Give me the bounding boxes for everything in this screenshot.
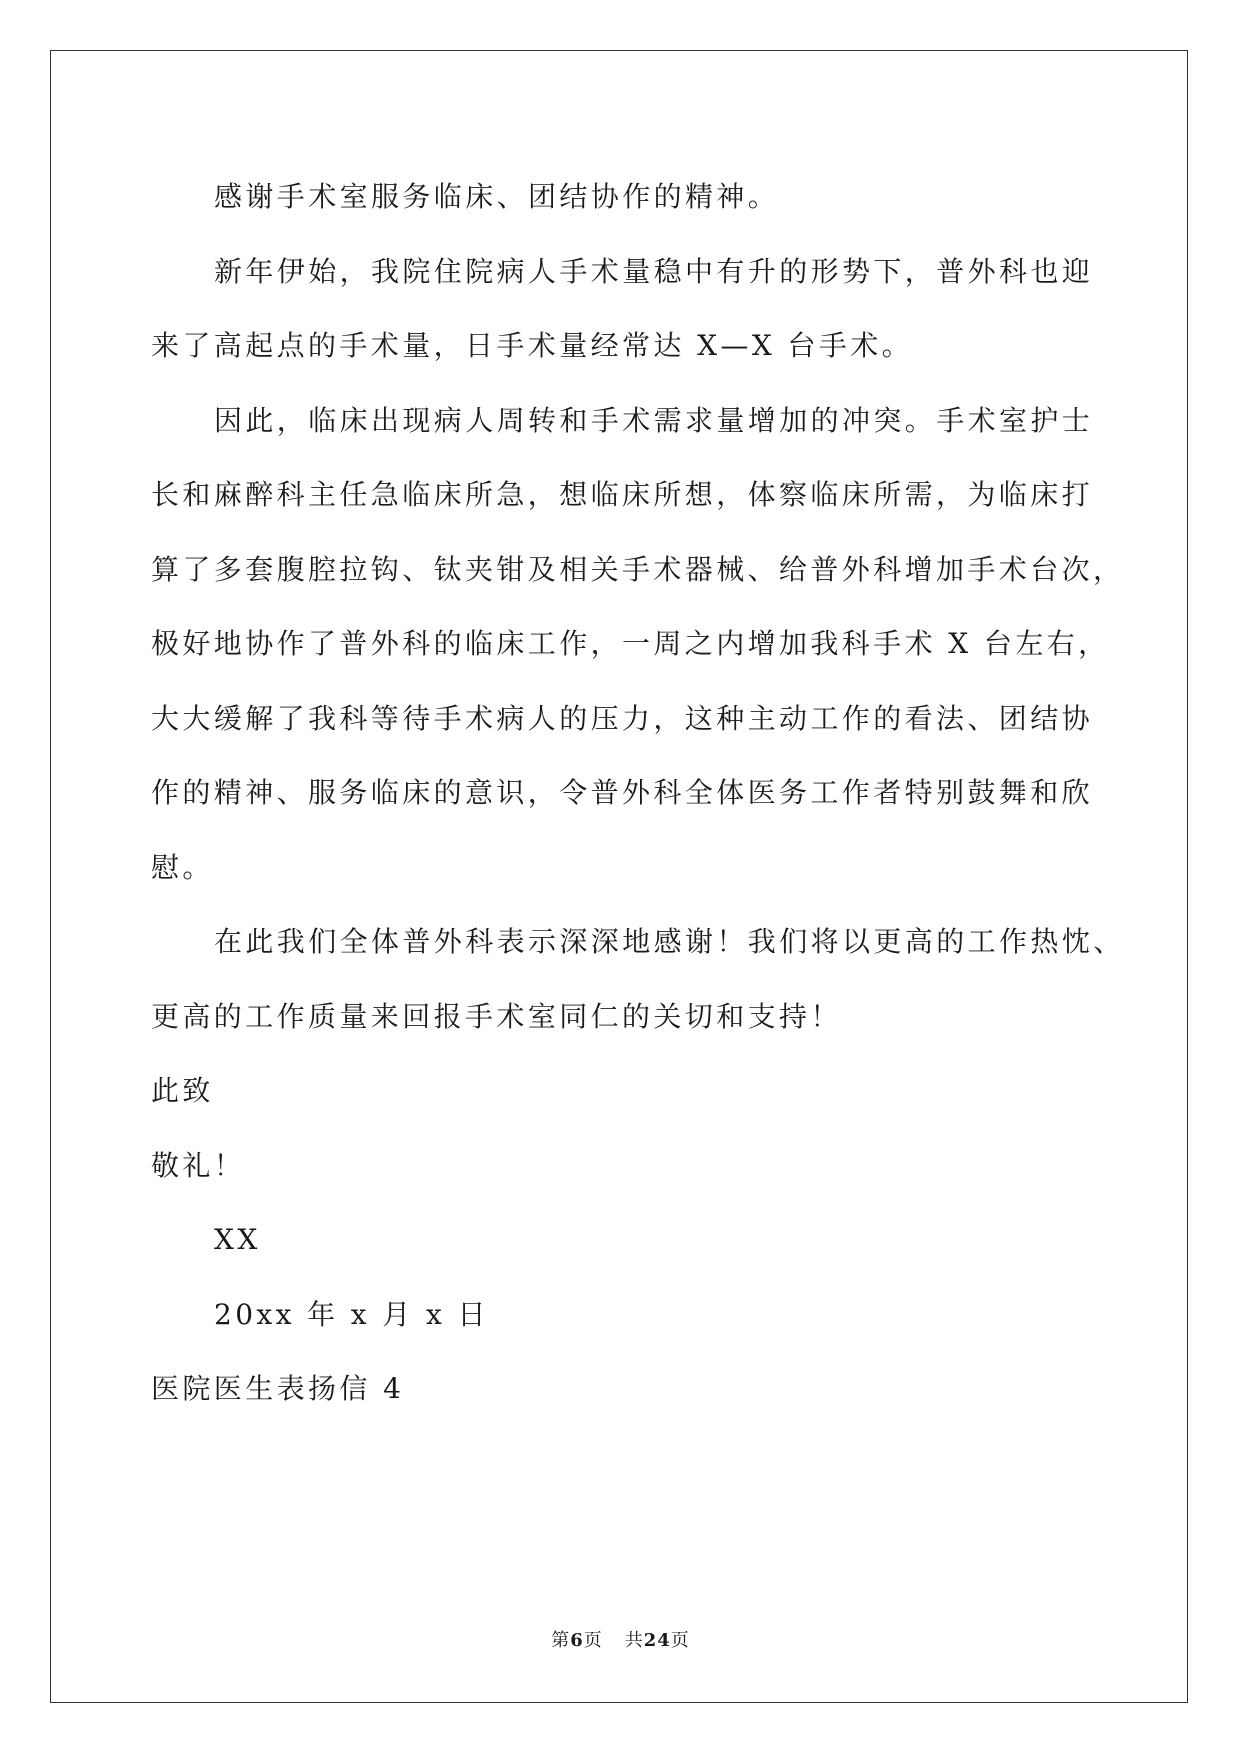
text-line: 来了高起点的手术量，日手术量经常达 X—X 台手术。 bbox=[151, 329, 914, 362]
text-line: 在此我们全体普外科表示深深地感谢！我们将以更高的工作热忱、 bbox=[214, 925, 1125, 958]
paragraph-thanks bbox=[151, 160, 1091, 235]
text-line: 20xx 年 x 月 x 日 bbox=[214, 1297, 489, 1331]
text-line: 大大缓解了我科等待手术病人的压力，这种主动工作的看法、团结协 bbox=[151, 701, 1094, 735]
text-line: 慰。 bbox=[151, 850, 214, 884]
text-line: 长和麻醉科主任急临床所急，想临床所想，体察临床所需，为临床打 bbox=[151, 478, 1094, 511]
text-line: 感谢手术室服务临床、团结协作的精神。 bbox=[214, 180, 780, 213]
footer-total-prefix: 共 bbox=[624, 1630, 644, 1651]
paragraph-gratitude bbox=[151, 905, 1125, 1054]
text-line: 极好地协作了普外科的临床工作，一周之内增加我科手术 X 台左右， bbox=[151, 627, 1110, 660]
text-line: 更高的工作质量来回报手术室同仁的关切和支持！ bbox=[151, 999, 842, 1033]
document-body bbox=[151, 160, 1125, 1427]
footer-page-suffix: 页 bbox=[583, 1630, 603, 1651]
text-line: 因此，临床出现病人周转和手术需求量增加的冲突。手术室护士 bbox=[214, 403, 1094, 437]
text-line: 算了多套腹腔拉钩、钛夹钳及相关手术器械、给普外科增加手术台次， bbox=[151, 552, 1125, 586]
page-number: 6 bbox=[570, 1630, 584, 1651]
page-total: 24 bbox=[643, 1630, 671, 1651]
text-line: XX bbox=[214, 1223, 261, 1256]
footer-prefix: 第 bbox=[551, 1630, 571, 1651]
paragraph-therefore bbox=[151, 384, 1125, 906]
text-line: 作的精神、服务临床的意识，令普外科全体医务工作者特别鼓舞和欣 bbox=[151, 776, 1094, 809]
text-line: 医院医生表扬信 4 bbox=[151, 1372, 405, 1405]
next-section-title bbox=[151, 1352, 1091, 1427]
text-line: 敬礼！ bbox=[151, 1148, 246, 1182]
text-line: 新年伊始，我院住院病人手术量稳中有升的形势下，普外科也迎 bbox=[214, 254, 1094, 288]
date bbox=[151, 1278, 1091, 1353]
paragraph-new-year bbox=[151, 235, 1094, 384]
closing-regards bbox=[151, 1129, 1091, 1204]
page-footer bbox=[0, 1626, 1241, 1652]
footer-total-suffix: 页 bbox=[670, 1630, 690, 1651]
signature bbox=[151, 1203, 1091, 1278]
text-line: 此致 bbox=[151, 1074, 214, 1107]
closing-salutation bbox=[151, 1054, 1091, 1129]
